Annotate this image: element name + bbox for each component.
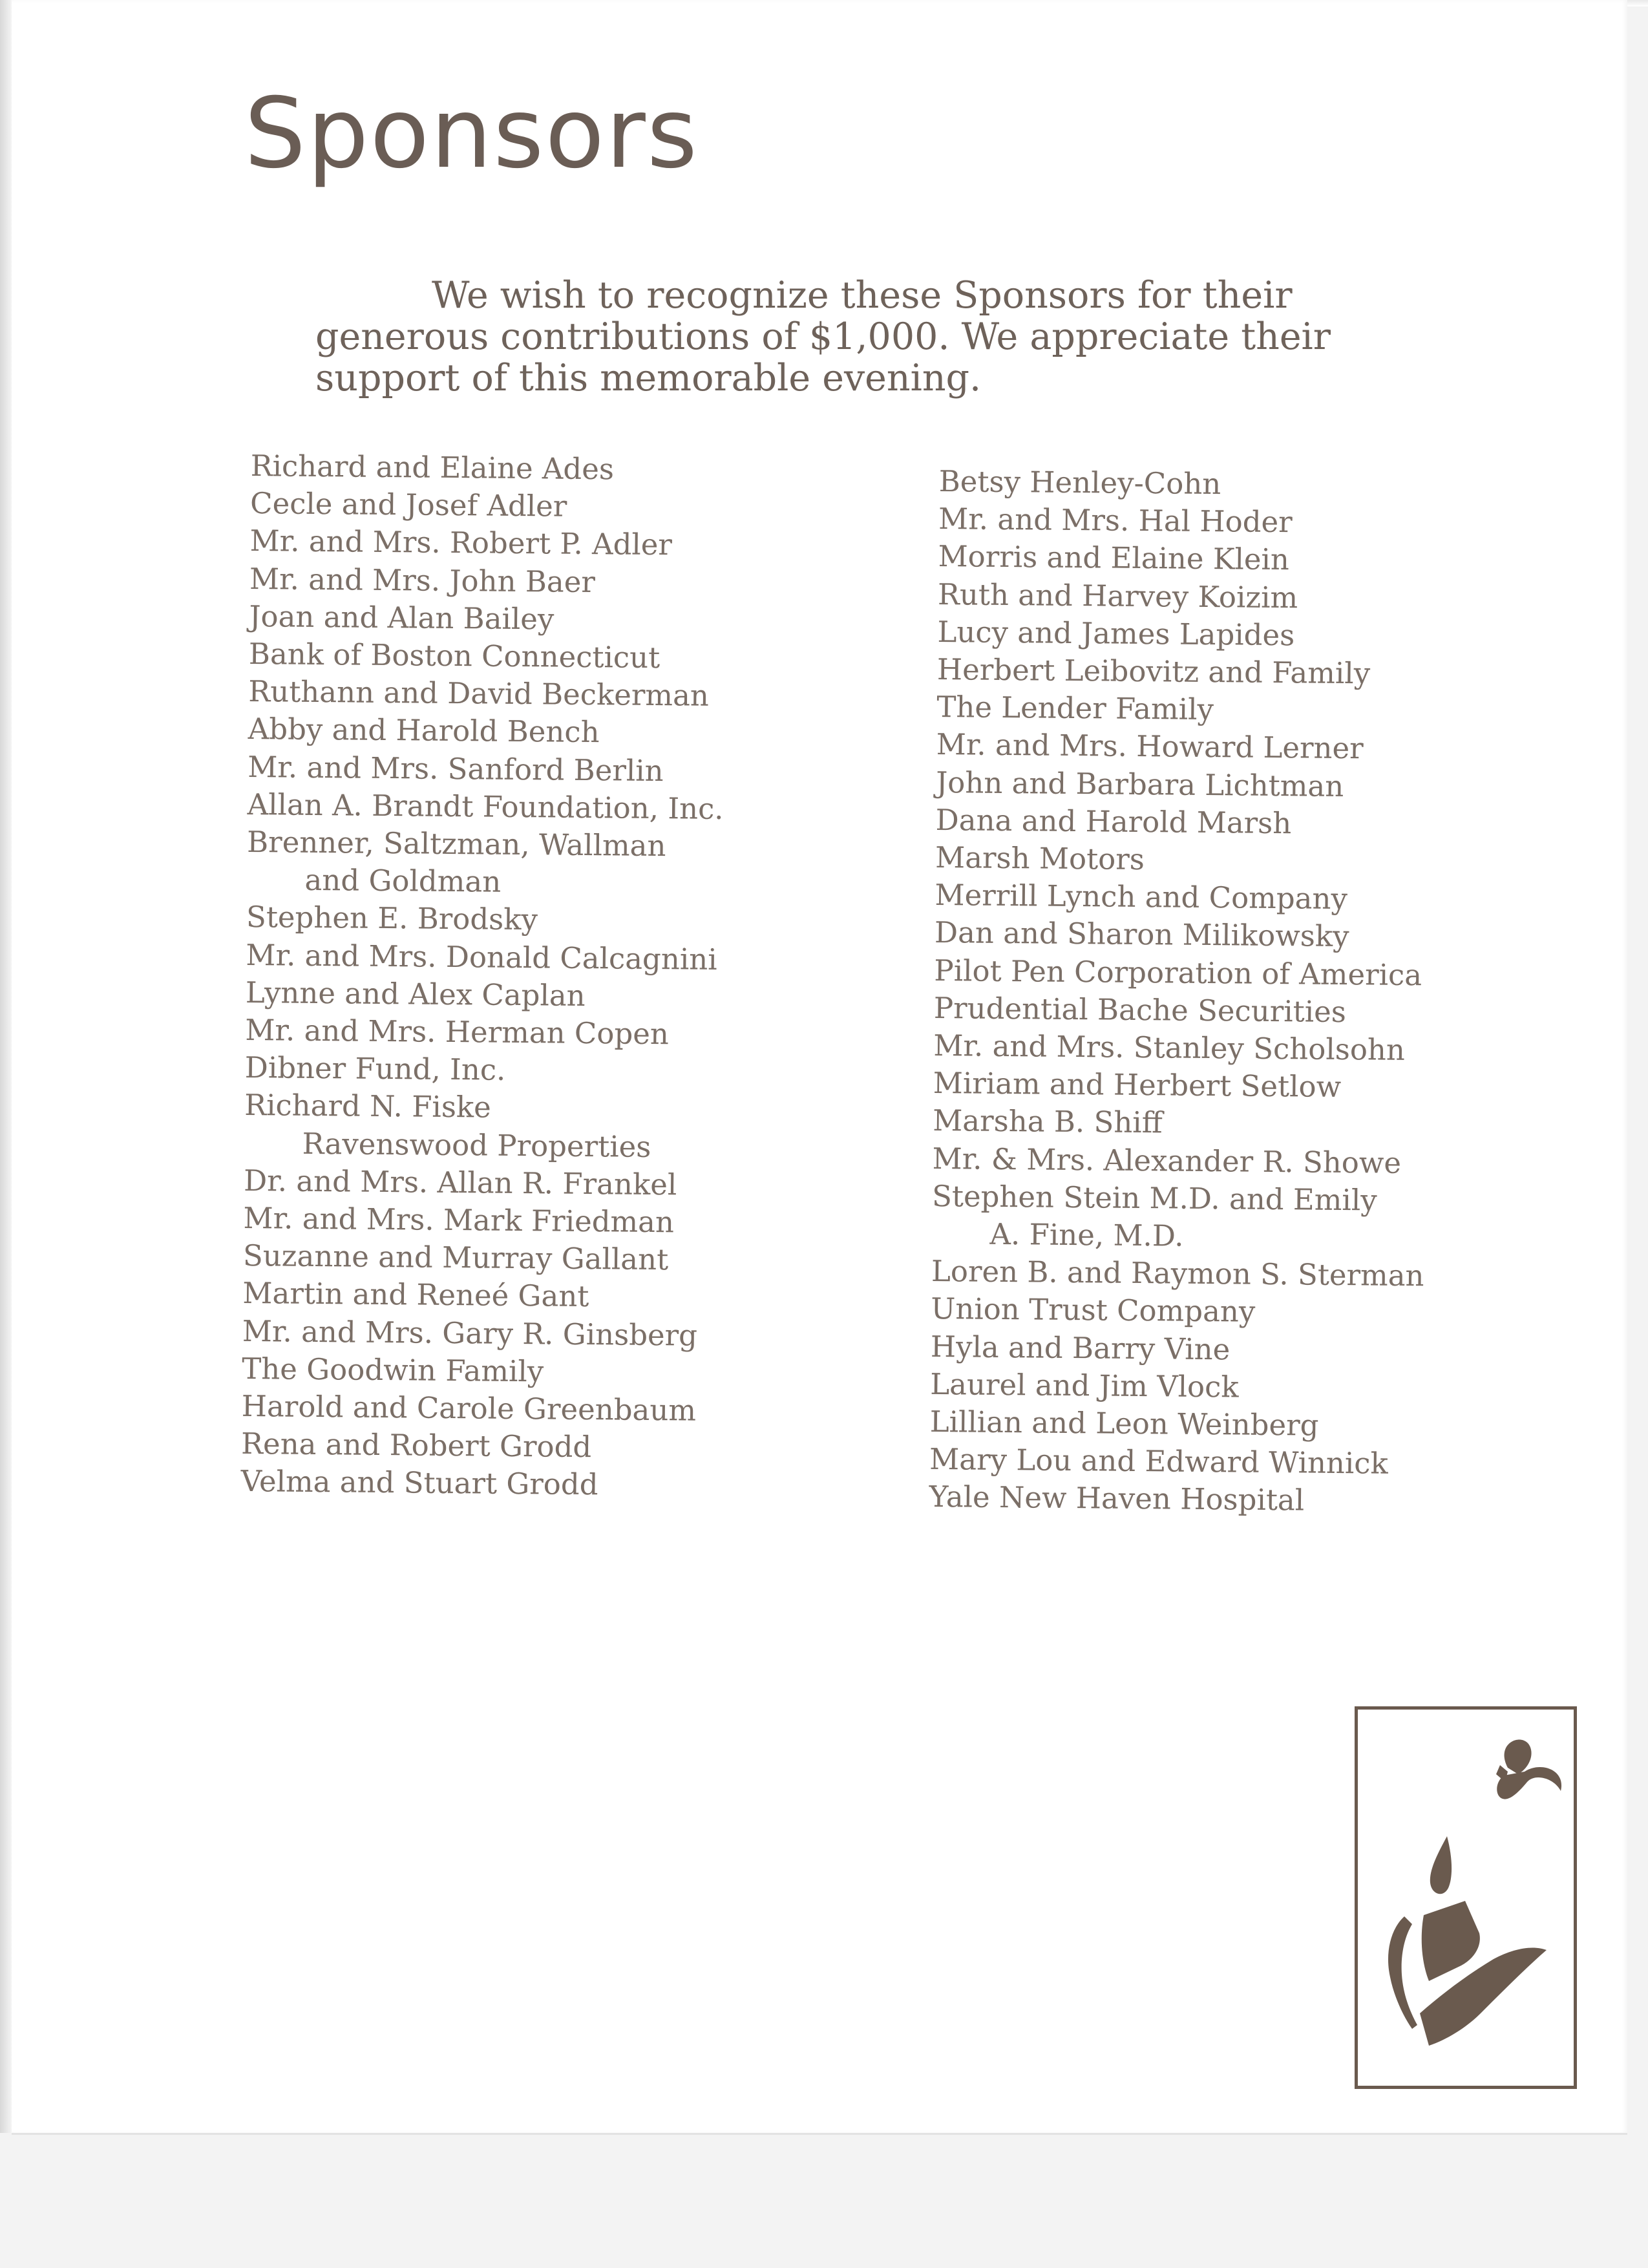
sponsor-name: Mr. and Mrs. Howard Lerner	[936, 727, 1364, 766]
sponsor-name: Mr. and Mrs. Robert P. Adler	[249, 524, 673, 562]
sponsor-entry	[932, 1140, 1425, 1183]
sponsor-name: Joan and Alan Bailey	[249, 599, 555, 637]
sponsor-name: Pilot Pen Corporation of America	[934, 953, 1422, 992]
sponsor-entry	[929, 1441, 1422, 1483]
sponsor-entry	[248, 673, 724, 715]
sponsor-name: Mr. and Mrs. Gary R. Ginsberg	[242, 1313, 698, 1353]
sponsor-name: Dr. and Mrs. Allan R. Frankel	[243, 1163, 677, 1202]
sponsor-name-continuation: and Goldman	[304, 863, 502, 899]
sponsor-entry	[937, 613, 1430, 656]
sponsor-name: Lillian and Leon Weinberg	[929, 1404, 1319, 1443]
sponsor-list-left	[240, 447, 727, 1505]
sponsor-entry	[929, 1403, 1422, 1446]
butterfly-wing-upper-icon	[1505, 1740, 1532, 1774]
sponsor-name: Laurel and Jim Vlock	[930, 1366, 1239, 1404]
sponsor-entry	[249, 522, 726, 564]
sponsor-entry	[933, 1102, 1426, 1145]
sponsor-entry	[241, 1388, 717, 1430]
page-title: Sponsors	[244, 78, 699, 190]
sponsor-entry	[931, 1178, 1425, 1258]
sponsor-entry	[935, 801, 1428, 844]
sponsor-name: Bank of Boston Connecticut	[248, 637, 660, 675]
sponsor-entry	[935, 876, 1428, 919]
sponsor-name: Suzanne and Murray Gallant	[242, 1238, 669, 1277]
sponsor-entry	[935, 914, 1428, 957]
sponsor-name: Lucy and James Lapides	[937, 614, 1295, 653]
sponsor-entry	[240, 1463, 717, 1505]
sponsor-entry	[246, 974, 722, 1016]
sponsor-entry	[246, 898, 723, 940]
sponsor-name: Mr. and Mrs. Hal Hoder	[938, 502, 1293, 540]
sponsor-entry	[936, 726, 1430, 768]
sponsor-entry	[242, 1275, 719, 1317]
sponsor-entry	[933, 1065, 1426, 1107]
sponsor-name: Cecle and Josef Adler	[249, 486, 567, 524]
sponsor-entry	[249, 560, 726, 602]
sponsor-name-continuation: A. Fine, M.D.	[989, 1216, 1184, 1253]
sponsor-entry	[244, 1162, 720, 1204]
sponsor-name: Prudential Bache Securities	[933, 990, 1347, 1029]
sponsor-entry	[938, 538, 1431, 580]
page-binding-edge	[0, 0, 12, 2133]
logo-frame	[1355, 1706, 1577, 2089]
sponsor-name: Miriam and Herbert Setlow	[933, 1066, 1342, 1105]
sponsor-entry	[243, 1237, 719, 1279]
sponsor-entry	[241, 1425, 717, 1467]
sponsor-name: Ruth and Harvey Koizim	[937, 577, 1298, 615]
sponsor-entry	[250, 485, 726, 527]
sponsor-name: The Lender Family	[936, 690, 1214, 727]
sponsor-name: John and Barbara Lichtman	[936, 765, 1344, 803]
sponsor-name: Mary Lou and Edward Winnick	[929, 1442, 1389, 1481]
sponsor-entry	[249, 635, 725, 677]
sponsor-name: Dana and Harold Marsh	[935, 802, 1292, 841]
candle-body-icon	[1422, 1901, 1480, 1981]
sponsor-name: Abby and Harold Bench	[248, 712, 600, 750]
sponsor-name: Rena and Robert Grodd	[240, 1426, 592, 1465]
sponsor-name: Lynne and Alex Caplan	[245, 975, 586, 1013]
sponsor-entry	[246, 937, 722, 979]
sponsor-entry	[933, 1027, 1426, 1070]
sponsor-entry	[938, 463, 1431, 505]
sponsor-entry	[934, 952, 1427, 995]
sponsor-entry	[930, 1366, 1423, 1408]
sponsor-entry	[245, 1012, 721, 1054]
sponsor-name: Morris and Elaine Klein	[938, 539, 1290, 577]
sponsor-entry	[929, 1478, 1422, 1521]
sponsor-name: Ruthann and David Beckerman	[248, 674, 710, 714]
sponsor-name: Dan and Sharon Milikowsky	[934, 915, 1349, 954]
sponsor-name-continuation: Ravenswood Properties	[302, 1126, 651, 1164]
sponsor-entry	[938, 576, 1431, 619]
sponsor-entry	[244, 1086, 721, 1166]
sponsor-name: Union Trust Company	[931, 1291, 1256, 1330]
sponsor-name: Martin and Reneé Gant	[242, 1276, 589, 1314]
sponsor-list-right	[929, 463, 1431, 1521]
sponsor-name: Yale New Haven Hospital	[929, 1479, 1305, 1518]
sponsor-entry	[248, 748, 724, 790]
sponsor-name: Mr. & Mrs. Alexander R. Showe	[932, 1141, 1402, 1180]
sponsor-entry	[931, 1253, 1424, 1295]
sponsor-name: Richard N. Fiske	[244, 1088, 492, 1125]
sponsor-entry	[937, 651, 1430, 694]
sponsor-name: Brenner, Saltzman, Wallman	[246, 825, 666, 864]
sponsor-name: Merrill Lynch and Company	[935, 878, 1348, 917]
sponsor-entry	[242, 1313, 719, 1355]
sponsor-name: Betsy Henley-Cohn	[938, 463, 1221, 502]
sponsor-entry	[248, 710, 724, 752]
candle-stem-icon	[1388, 1916, 1417, 2029]
sponsor-name: Richard and Elaine Ades	[250, 448, 615, 487]
sponsor-entry	[934, 990, 1427, 1032]
sponsor-name: Mr. and Mrs. Mark Friedman	[243, 1201, 675, 1240]
sponsor-name: Dibner Fund, Inc.	[244, 1050, 506, 1088]
sponsor-name: Allan A. Brandt Foundation, Inc.	[247, 787, 724, 826]
sponsor-name: Mr. and Mrs. Herman Copen	[245, 1013, 670, 1052]
sponsor-entry	[931, 1328, 1424, 1371]
sponsor-entry	[250, 447, 726, 489]
sponsor-entry	[936, 688, 1430, 731]
sponsor-entry	[246, 823, 723, 903]
sponsor-name: Harold and Carole Greenbaum	[241, 1389, 697, 1428]
sponsor-entry	[938, 500, 1431, 543]
sponsor-name: Mr. and Mrs. Donald Calcagnini	[246, 937, 717, 977]
sponsor-name: Mr. and Mrs. John Baer	[249, 561, 596, 599]
sponsor-entry	[936, 764, 1429, 807]
intro-paragraph: We wish to recognize these Sponsors for their generous contributions of $1,000. We appreciate their support of this memorable evening.	[315, 274, 1331, 399]
sponsor-entry	[931, 1290, 1424, 1333]
sponsor-name: The Goodwin Family	[242, 1351, 544, 1389]
sponsor-entry	[243, 1200, 719, 1242]
document-page	[12, 0, 1627, 2135]
sponsor-name: Marsh Motors	[935, 840, 1145, 877]
sponsor-name: Hyla and Barry Vine	[930, 1329, 1231, 1367]
sponsor-name: Stephen E. Brodsky	[246, 900, 538, 937]
sponsor-entry	[249, 598, 725, 640]
sponsor-entry	[245, 1049, 721, 1091]
sponsor-name: Loren B. and Raymon S. Sterman	[931, 1254, 1424, 1293]
sponsor-name: Herbert Leibovitz and Family	[936, 652, 1371, 691]
sponsor-name: Marsha B. Shiff	[932, 1103, 1163, 1140]
sponsor-name: Velma and Stuart Grodd	[240, 1464, 598, 1502]
sponsor-entry	[935, 839, 1428, 882]
sponsor-name: Mr. and Mrs. Stanley Scholsohn	[933, 1028, 1406, 1068]
sponsor-entry	[247, 786, 723, 828]
sponsor-name: Mr. and Mrs. Sanford Berlin	[248, 749, 664, 788]
flame-icon	[1430, 1836, 1452, 1894]
butterfly-candle-logo-icon	[1358, 1710, 1574, 2086]
sponsor-entry	[242, 1350, 718, 1392]
sponsor-name: Stephen Stein M.D. and Emily	[931, 1178, 1377, 1218]
